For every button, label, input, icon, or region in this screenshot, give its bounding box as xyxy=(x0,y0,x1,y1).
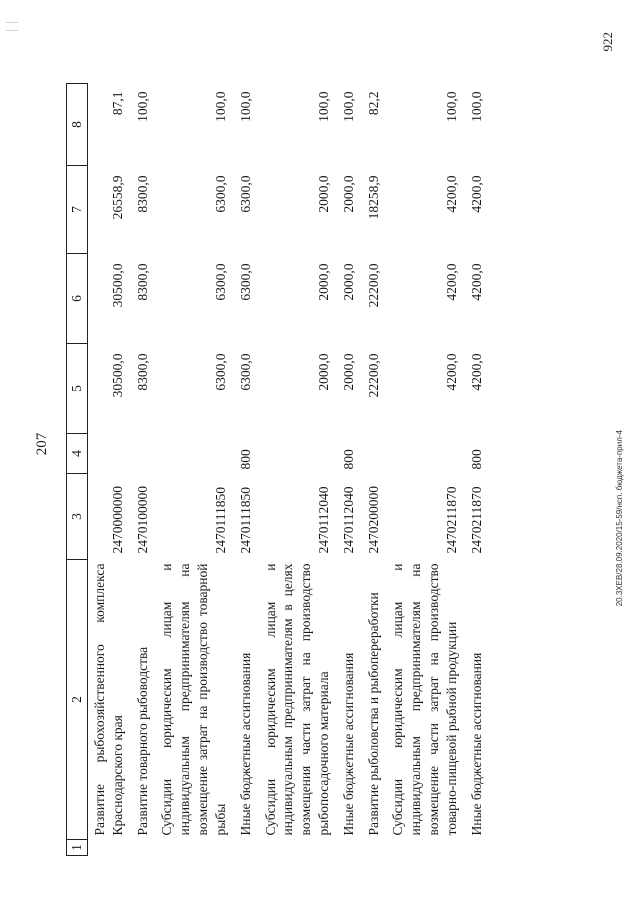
row-value-7: 4200,0 xyxy=(468,175,484,213)
row-expense-type xyxy=(131,434,156,474)
row-value-5: 8300,0 xyxy=(134,353,150,391)
row-number xyxy=(386,840,464,856)
row-value-5: 4200,0 xyxy=(443,353,459,391)
row-expense-type: 800 xyxy=(237,449,253,470)
row-code: 2470100000 xyxy=(134,486,150,554)
table-row xyxy=(259,84,337,856)
row-value-5: 2000,0 xyxy=(315,353,331,391)
row-value-7: 2000,0 xyxy=(340,175,356,213)
row-percent: 87,1 xyxy=(109,91,125,116)
page-number: 207 xyxy=(34,432,50,456)
corner-number: 922 xyxy=(600,32,615,52)
row-description: Развитие товарного рыбоводства xyxy=(134,646,150,836)
row-code: 2470000000 xyxy=(109,486,125,554)
row-value-6: 6300,0 xyxy=(212,263,228,301)
header-cell: 4 xyxy=(67,434,88,474)
header-cell: 8 xyxy=(67,84,88,166)
row-expense-type xyxy=(155,434,233,474)
row-value-7: 8300,0 xyxy=(134,175,150,213)
row-expense-type xyxy=(362,434,387,474)
table-row xyxy=(234,84,259,856)
row-description: Развитие рыболовства и рыбопереработки xyxy=(365,592,381,836)
row-value-6: 8300,0 xyxy=(134,263,150,301)
row-value-7: 6300,0 xyxy=(237,175,253,213)
row-percent: 100,0 xyxy=(340,91,356,122)
side-footer: 20.3ХЕВ/28.09.2020/15-59/нсп. бюджета-прил-4 xyxy=(615,430,624,607)
table-row xyxy=(465,84,490,856)
table-header-row xyxy=(67,84,88,856)
row-percent: 100,0 xyxy=(468,91,484,122)
row-expense-type: 800 xyxy=(340,449,356,470)
row-percent: 100,0 xyxy=(212,91,228,122)
row-percent: 82,2 xyxy=(365,91,381,116)
row-expense-type xyxy=(386,434,464,474)
table-row xyxy=(362,84,387,856)
row-value-6: 4200,0 xyxy=(468,263,484,301)
scan-mark xyxy=(6,22,18,23)
table-row xyxy=(386,84,464,856)
row-description: Иные бюджетные ассигнования xyxy=(468,652,484,836)
row-expense-type: 800 xyxy=(468,449,484,470)
row-number xyxy=(337,840,362,856)
row-number xyxy=(362,840,387,856)
row-number xyxy=(234,840,259,856)
row-value-6: 2000,0 xyxy=(340,263,356,301)
row-description: Развитие рыбохозяйственного комплекса Краснодарского края xyxy=(92,563,125,836)
scan-mark xyxy=(6,30,18,31)
row-description: Субсидии юридическим лицам и индивидуальным предпринимателям на возмещение части затрат на производство товарно-пищевой рыбной продукции xyxy=(390,563,459,836)
row-code: 2470111850 xyxy=(237,487,253,554)
row-code: 2470111850 xyxy=(212,487,228,554)
row-number xyxy=(155,840,233,856)
table-row xyxy=(337,84,362,856)
row-code: 2470211870 xyxy=(468,486,484,554)
row-value-6: 30500,0 xyxy=(109,263,125,308)
row-value-7: 4200,0 xyxy=(443,175,459,213)
header-cell: 1 xyxy=(67,840,88,856)
row-percent: 100,0 xyxy=(443,91,459,122)
row-value-6: 2000,0 xyxy=(315,263,331,301)
row-value-6: 4200,0 xyxy=(443,263,459,301)
row-number xyxy=(88,840,131,856)
row-value-5: 6300,0 xyxy=(212,353,228,391)
header-cell: 5 xyxy=(67,344,88,434)
row-value-5: 6300,0 xyxy=(237,353,253,391)
row-code: 2470211870 xyxy=(443,486,459,554)
row-value-6: 22200,0 xyxy=(365,263,381,308)
row-expense-type xyxy=(88,434,131,474)
row-expense-type xyxy=(259,434,337,474)
row-code: 2470200000 xyxy=(365,486,381,554)
table-body xyxy=(88,84,490,856)
header-cell: 3 xyxy=(67,474,88,560)
table-row xyxy=(155,84,233,856)
row-percent: 100,0 xyxy=(134,91,150,122)
row-number xyxy=(465,840,490,856)
header-cell: 6 xyxy=(67,254,88,344)
table-row xyxy=(131,84,156,856)
rotated-page xyxy=(30,24,615,864)
row-description: Субсидии юридическим лицам и индивидуальным предпринимателям в целях возмещения части затрат на производство рыбопосадочного материала xyxy=(262,563,331,836)
row-code: 2470112040 xyxy=(340,486,356,554)
row-value-5: 2000,0 xyxy=(340,353,356,391)
row-code: 2470112040 xyxy=(315,486,331,554)
row-value-7: 26558,9 xyxy=(109,175,125,220)
row-description: Иные бюджетные ассигнования xyxy=(340,652,356,836)
row-value-5: 22200,0 xyxy=(365,353,381,398)
row-percent: 100,0 xyxy=(237,91,253,122)
table-row xyxy=(88,84,131,856)
row-value-5: 4200,0 xyxy=(468,353,484,391)
row-value-7: 2000,0 xyxy=(315,175,331,213)
row-value-7: 6300,0 xyxy=(212,175,228,213)
row-description: Субсидии юридическим лицам и индивидуальным предпринимателям на возмещение затрат на производство товарной рыбы xyxy=(159,563,228,836)
row-description: Иные бюджетные ассигнования xyxy=(237,652,253,836)
row-value-7: 18258,9 xyxy=(365,175,381,220)
budget-table xyxy=(66,83,489,856)
row-number xyxy=(131,840,156,856)
row-value-5: 30500,0 xyxy=(109,353,125,398)
row-value-6: 6300,0 xyxy=(237,263,253,301)
row-percent: 100,0 xyxy=(315,91,331,122)
row-number xyxy=(259,840,337,856)
header-cell: 2 xyxy=(67,560,88,840)
header-cell: 7 xyxy=(67,166,88,254)
